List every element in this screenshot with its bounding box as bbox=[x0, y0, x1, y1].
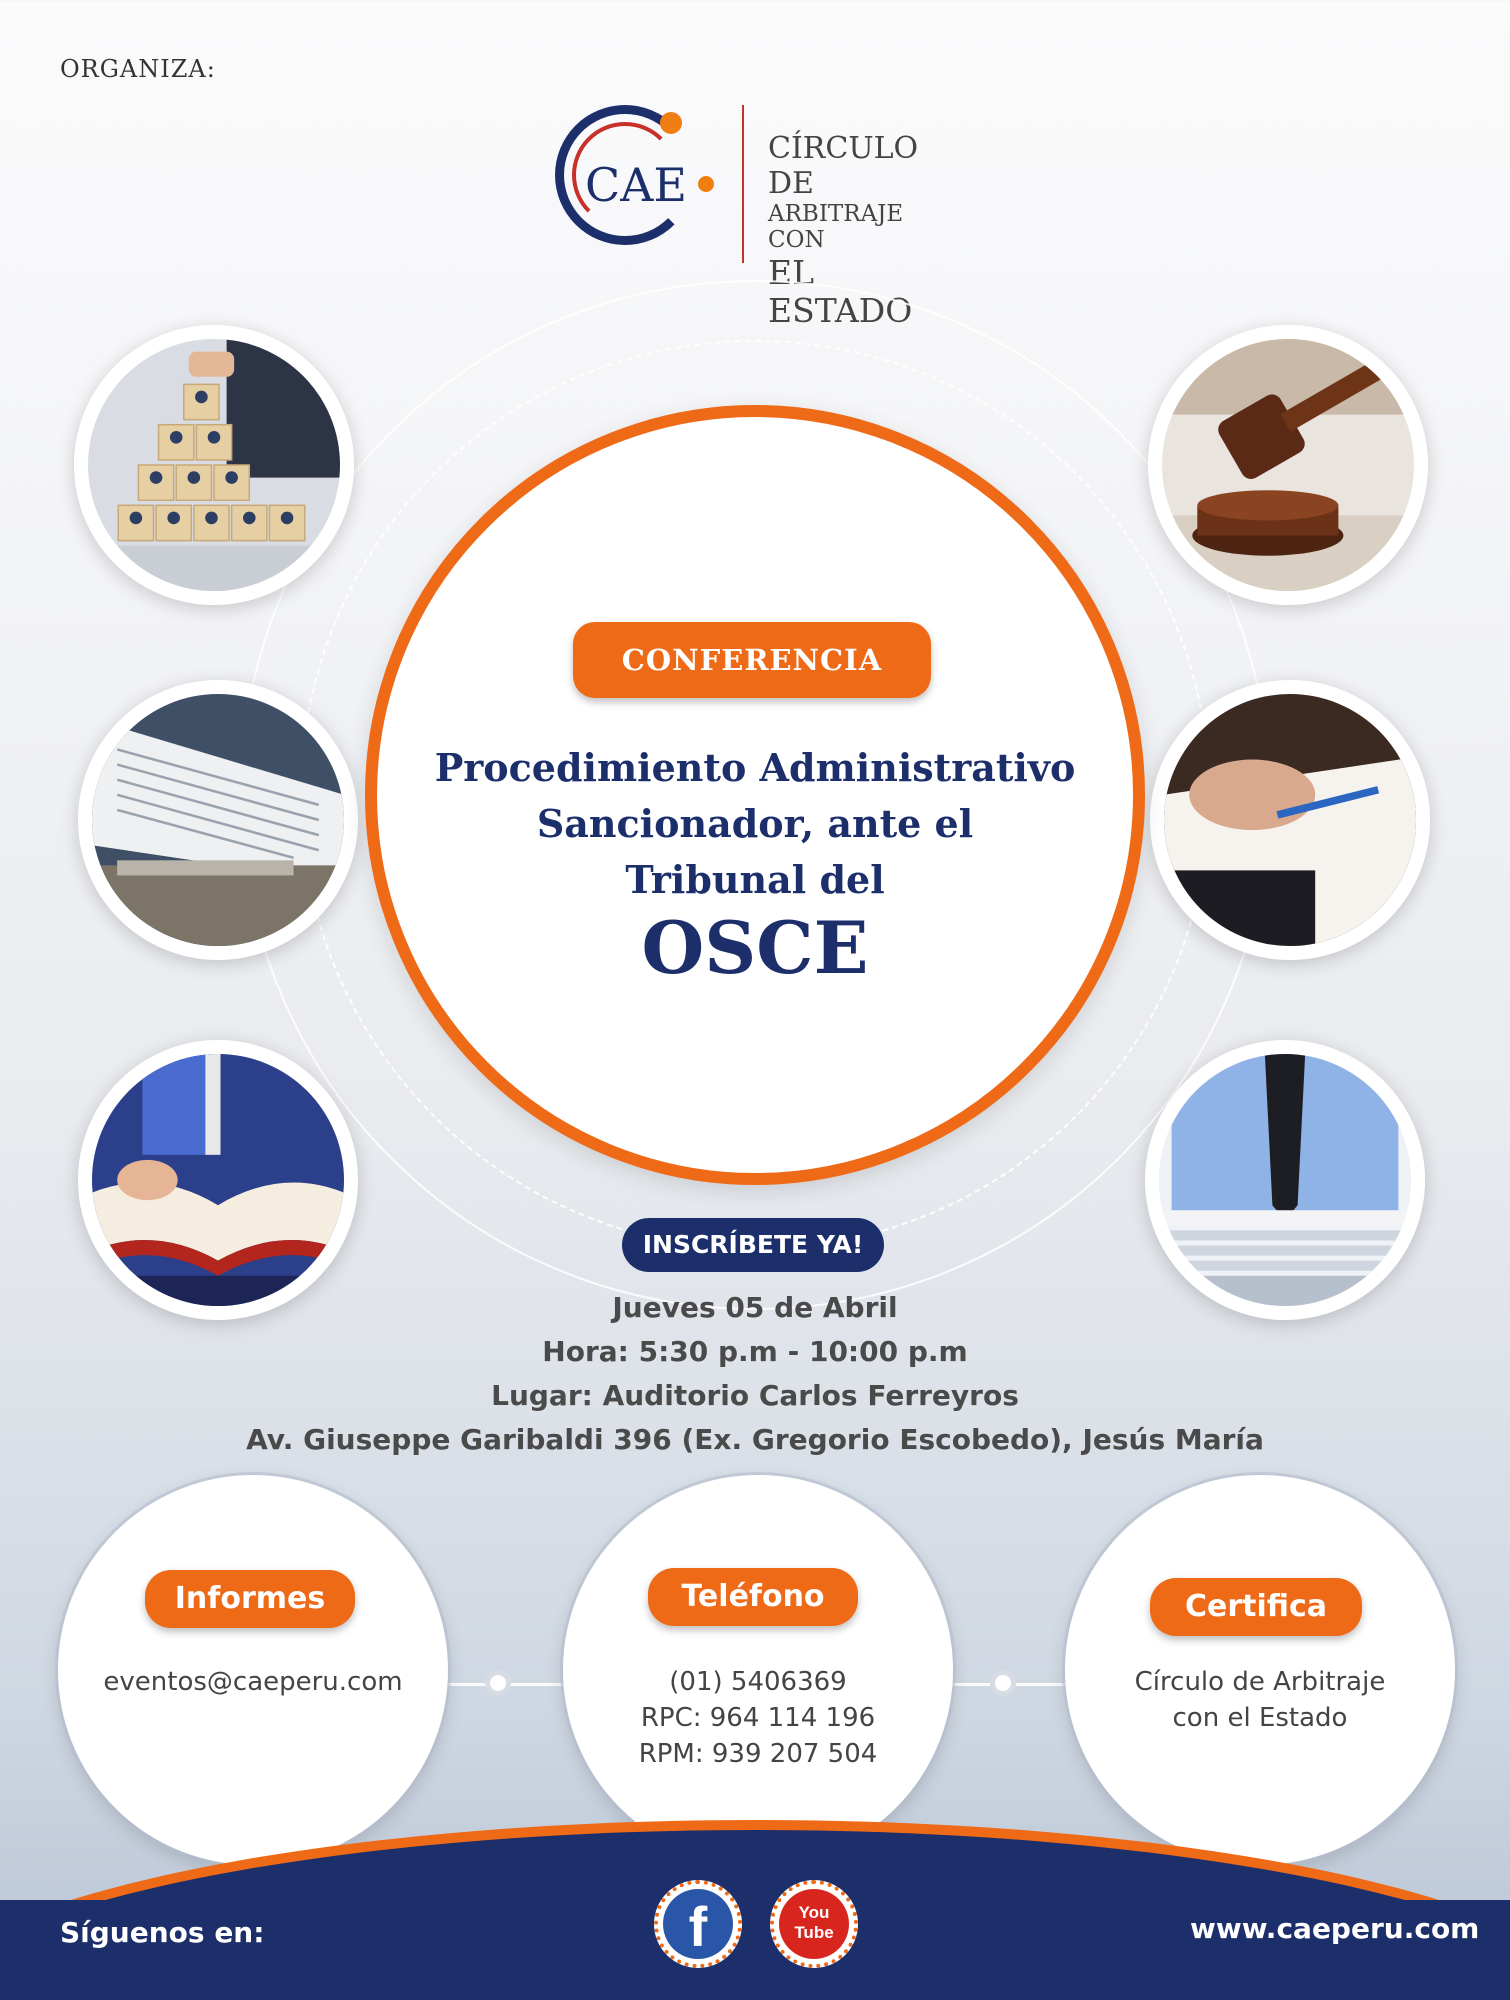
logo-abbr: CAE bbox=[585, 158, 687, 212]
facebook-button[interactable] bbox=[654, 1880, 742, 1968]
event-time: Hora: 5:30 p.m - 10:00 p.m bbox=[542, 1335, 968, 1368]
connector-dot-icon bbox=[485, 1670, 511, 1696]
event-address: Av. Giuseppe Garibaldi 396 (Ex. Gregorio Escobedo), Jesús María bbox=[246, 1423, 1264, 1456]
logo-divider bbox=[742, 105, 744, 263]
telefono-numbers bbox=[563, 1664, 953, 1772]
logo-name-line1: CÍRCULO DE bbox=[768, 131, 919, 201]
conference-badge: CONFERENCIA bbox=[573, 622, 931, 698]
certifica-label: Certifica bbox=[1150, 1578, 1362, 1636]
signing-pen-photo bbox=[1150, 680, 1430, 960]
title-line: Procedimiento Administrativo bbox=[434, 745, 1076, 790]
logo-dot-icon bbox=[698, 176, 714, 192]
osce-highlight: OSCE bbox=[641, 905, 869, 990]
certifica-line: Círculo de Arbitraje bbox=[1134, 1667, 1386, 1697]
youtube-icon bbox=[779, 1889, 849, 1959]
documents-photo bbox=[78, 680, 358, 960]
logo-name-line2: ARBITRAJE CON bbox=[768, 201, 904, 254]
youtube-button[interactable] bbox=[770, 1880, 858, 1968]
website-link[interactable]: www.caeperu.com bbox=[1190, 1912, 1480, 1945]
connector-dot-icon bbox=[990, 1670, 1016, 1696]
logo-dot-icon bbox=[660, 112, 682, 134]
telefono-label: Teléfono bbox=[648, 1568, 858, 1626]
follow-label: Síguenos en: bbox=[60, 1916, 265, 1949]
title-line: Sancionador, ante el bbox=[536, 801, 974, 846]
phone-line[interactable]: (01) 5406369 bbox=[669, 1667, 847, 1697]
organiza-label: ORGANIZA: bbox=[60, 55, 216, 83]
title-line: Tribunal del bbox=[625, 857, 885, 902]
team-pyramid-photo bbox=[74, 325, 354, 605]
gavel-photo bbox=[1148, 325, 1428, 605]
event-details bbox=[200, 1286, 1310, 1462]
certifica-line: con el Estado bbox=[1172, 1703, 1348, 1733]
facebook-icon: f bbox=[663, 1889, 733, 1959]
businessman-papers-photo bbox=[1145, 1040, 1425, 1320]
event-date: Jueves 05 de Abril bbox=[612, 1291, 898, 1324]
youtube-icon-text: Tube bbox=[794, 1923, 834, 1942]
event-place: Lugar: Auditorio Carlos Ferreyros bbox=[491, 1379, 1019, 1412]
phone-line[interactable]: RPM: 939 207 504 bbox=[638, 1739, 878, 1769]
youtube-icon-text: You bbox=[798, 1903, 830, 1922]
logo-name-line3: EL ESTADO bbox=[768, 252, 913, 330]
register-button[interactable]: INSCRÍBETE YA! bbox=[622, 1218, 884, 1272]
informes-email[interactable]: eventos@caeperu.com bbox=[103, 1667, 403, 1697]
lawyer-book-photo bbox=[78, 1040, 358, 1320]
conference-title bbox=[405, 740, 1105, 908]
certifica-text bbox=[1065, 1664, 1455, 1736]
phone-line[interactable]: RPC: 964 114 196 bbox=[640, 1703, 876, 1733]
informes-label: Informes bbox=[145, 1570, 355, 1628]
